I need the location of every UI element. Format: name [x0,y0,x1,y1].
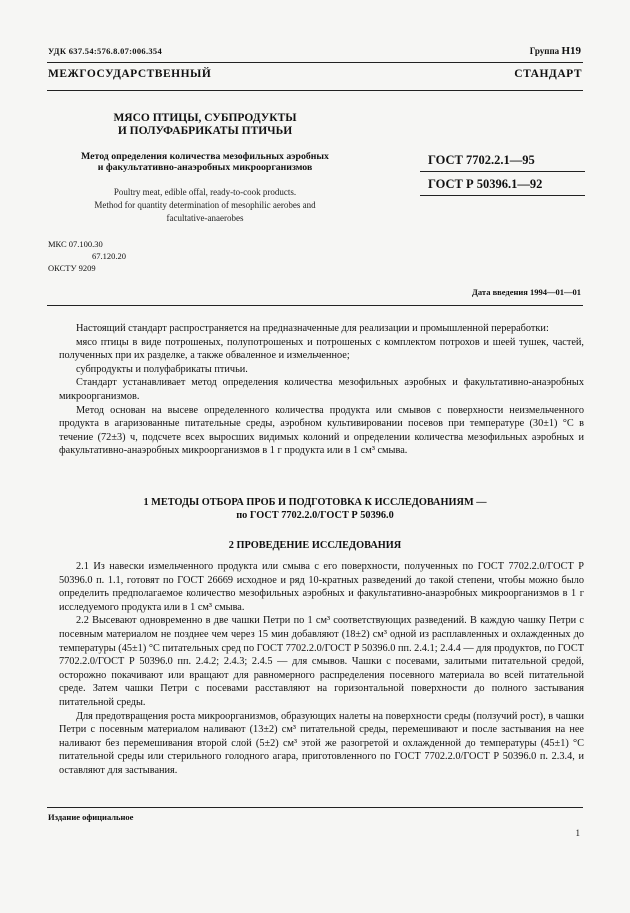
section-2-heading: 2 ПРОВЕДЕНИЕ ИССЛЕДОВАНИЯ [228,540,402,551]
paragraph-2-1: 2.1 Из навески измельченного продукта или смыва с его поверхности, полученных по ГОСТ 7702.2.0/ГОСТ Р 50396.0 п. 1.1, готовят по ГОСТ 26669 исходное и ряд 10-кратных разведений до такой степени, чтобы можно было определить предполагаемое количество мезофильных аэробных и факультативно-анаэробных микроорганизмов в 1 г исследуемого продукта или в 1 см³ смыва. [59,561,584,613]
intro-paragraph-4: Стандарт устанавливает метод определения количества мезофильных аэробных и факультативно-анаэробных микроорганизмов. [59,377,584,402]
english-title [55,186,355,224]
udk-code: УДК 637.54:576.8.07:006.354 [48,46,163,56]
title-line-2: И ПОЛУФАБРИКАТЫ ПТИЧЬИ [117,125,293,137]
section-2-text [59,560,584,778]
intro-paragraph-3: субпродукты и полуфабрикаты птичьи. [76,363,248,375]
group-label: Группа [529,46,560,56]
date-rule [47,305,583,306]
okstu-code: ОКСТУ 9209 [48,263,96,273]
section-1-line-2: по ГОСТ 7702.2.0/ГОСТ Р 50396.0 [236,510,394,521]
mks-code-2: 67.120.20 [92,251,126,261]
document-title [80,112,330,138]
method-line-2: и факультативно-анаэробных микроорганизмов [97,162,313,173]
gost-designation-2: ГОСТ Р 50396.1—92 [428,177,543,191]
english-line-3: facultative-anaerobes [166,212,244,223]
top-rule [47,62,583,63]
classification-codes [48,238,126,274]
title-line-1: МЯСО ПТИЦЫ, СУБПРОДУКТЫ [113,112,297,124]
mks-code-1: МКС 07.100.30 [48,239,103,249]
designation-divider [420,171,585,172]
method-title [40,151,370,173]
banner-rule [47,90,583,91]
page-number: 1 [575,828,580,838]
english-line-1: Poultry meat, edible offal, ready-to-cook products. [113,187,297,197]
english-line-2: Method for quantity determination of mesophilic aerobes and [94,199,316,210]
edition-label: Издание официальное [48,812,134,822]
footer-rule [47,807,583,808]
section-1-line-1: 1 МЕТОДЫ ОТБОРА ПРОБ И ПОДГОТОВКА К ИССЛЕДОВАНИЯМ — [143,497,487,508]
paragraph-2-2: 2.2 Высевают одновременно в две чашки Петри по 1 см³ соответствующих разведений. В каждую чашку Петри с посевным материалом не позднее чем через 15 мин добавляют (18±2) см³ одной из расплавленных и охлажденных до температуры (45±1) °С питательных сред по ГОСТ 7702.2.0/ГОСТ Р 50396.0 пп. 2.4.1; 2.4.4 — для продуктов, по ГОСТ 7702.2.0/ГОСТ Р 50396.0 пп. 2.4.2; 2.4.3; 2.4.5 — для смывов. Чашки с посевами, залитыми питательной средой, осторожно покачивают или вращают для равномерного распределения посевного материала во всей питательной среде. Затем чашки Петри с посевами расставляют на горизонтальной поверхности до полного застывания питательной среды. [59,615,584,708]
intro-text [59,322,584,458]
intro-paragraph-5: Метод основан на высеве определенного количества продукта или смывов с поверхности неизмельченного продукта в агаризованные питательные среды, аэробном культивировании посевов при температуре (30±1) °С в течение (72±3) ч, подсчете всех выросших видимых колоний и определении количества мезофильных аэробных и факультативно-анаэробных микроорганизмов в 1 г продукта или в 1 см³ смыва. [59,404,584,457]
group-value: Н19 [561,45,581,57]
intro-paragraph-1: Настоящий стандарт распространяется на предназначенные для реализации и промышленной переработки: [76,323,549,334]
designation-underline [420,195,585,196]
intro-date: Дата введения 1994—01—01 [472,287,581,297]
gost-designation-1: ГОСТ 7702.2.1—95 [428,153,535,167]
paragraph-2-2-continued: Для предотвращения роста микроорганизмов, образующих налеты на поверхности среды (ползучий рост), в чашки Петри с посевным материалом наливают (13±2) см³ питательной среды, перемешивают и после застывания на нее наливают без перемешивания второй слой (5±2) см³ этой же разогретой и охлажденной до температуры (45±1) °С питательной среды или стерильного голодного агара, приготовленного по ГОСТ 7702.2.0/ГОСТ Р 50396.0 п. 2.3.4, и оставляют для застывания. [59,710,584,776]
section-1-heading [80,496,550,522]
method-line-1: Метод определения количества мезофильных аэробных [81,151,329,162]
intro-paragraph-2: мясо птицы в виде потрошеных, полупотрошеных и потрошеных с комплектом потрохов и шеей тушек, частей, полученных при их разделке, а также обваленное и измельченное; [59,336,584,362]
group-code [530,45,581,57]
interstate-standard-banner: МЕЖГОСУДАРСТВЕННЫЙ СТАНДАРТ [48,68,582,80]
